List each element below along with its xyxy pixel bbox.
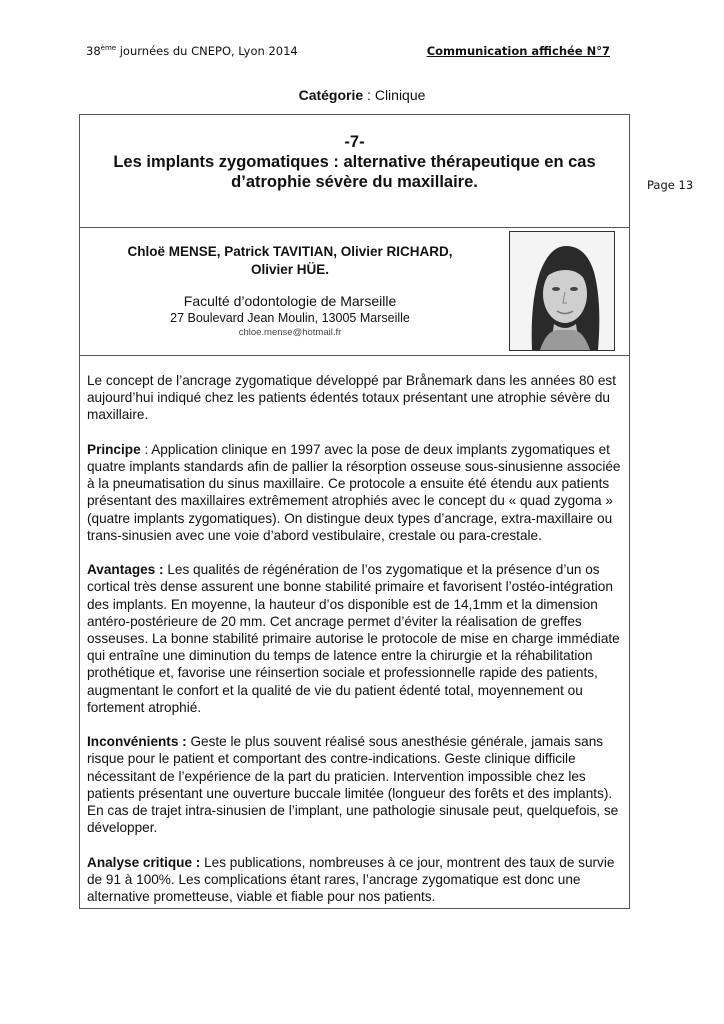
analyse-heading: Analyse critique :: [87, 854, 201, 870]
inconvenients-text: Geste le plus souvent réalisé sous anesthésie générale, jamais sans risque pour le patient et comportant des contre-indications. Geste clinique difficile nécessitant de l’expérience de la part du praticien. Intervention impossible chez les patients présentant une ouverture buccale limitée (longueur des forêts et des implants). En cas de trajet intra-sinusien de l’implant, une pathologie sinusale peut, quelquefois, se développer.: [87, 734, 619, 836]
address: 27 Boulevard Jean Moulin, 13005 Marseille: [170, 311, 410, 325]
faculty: Faculté d’odontologie de Marseille: [183, 293, 397, 309]
inconvenients-paragraph: [87, 733, 624, 836]
title-line-2: d’atrophie sévère du maxillaire.: [231, 173, 478, 191]
communication-label: Communication affichée N°7: [426, 44, 610, 58]
conference-name: journées du CNEPO, Lyon 2014: [116, 44, 298, 58]
conference-ordinal: ème: [100, 44, 117, 53]
inconvenients-heading: Inconvénients :: [87, 734, 187, 750]
authors-line-2: Olivier HÜE.: [250, 262, 330, 277]
title-divider: [79, 227, 630, 228]
principe-heading: Principe: [87, 441, 141, 457]
principe-paragraph: [87, 441, 624, 544]
avantages-paragraph: [87, 561, 624, 716]
conference-number: 38: [86, 44, 101, 58]
authors-divider: [79, 355, 630, 356]
category-value: Clinique: [374, 87, 426, 103]
authors-line-1: Chloë MENSE, Patrick TAVITIAN, Olivier RICHARD,: [127, 244, 453, 259]
portrait-image: [510, 232, 614, 350]
authors: [90, 243, 490, 279]
category-line: [0, 87, 724, 103]
principe-text: : Application clinique en 1997 avec la pose de deux implants zygomatiques et quatre implants standards afin de pallier la résorption osseuse sous-sinusienne associée à la pneumatisation du sinus maxillaire. Ce protocole a ensuite été étendu aux patients présentant des maxillaires extrêmement atrophiés avec le concept du « quad zygoma » (quatre implants zygomatiques). On distingue deux types d’ancrage, extra-maxillaire ou trans-sinusien avec une voie d’abord vestibulaire, crestale ou para-crestale.: [87, 441, 621, 543]
analyse-paragraph: [87, 854, 624, 906]
title-block: [82, 132, 627, 192]
category-label: Catégorie: [298, 87, 364, 103]
abstract-number: -7-: [344, 133, 365, 151]
avantages-text: Les qualités de régénération de l’os zygomatique et la présence d’un os cortical très dense assurent une bonne stabilité primaire et favorisent l’ostéo-intégration des implants. En moyenne, la hauteur d’os disponible est de 14,1mm et la dimension antéro-postérieure de 20 mm. Cet ancrage permet d’éviter la réalisation de greffes osseuses. La bonne stabilité primaire autorise le protocole de mise en charge immédiate qui entraîne une diminution du temps de latence entre la chirurgie et la réhabilitation prothétique et, favorise une réinsertion sociale et professionnelle rapide des patients, augmentant le confort et la qualité de vie du patient édenté total, moyennement ou fortement atrophié.: [87, 562, 620, 715]
intro-paragraph: Le concept de l’ancrage zygomatique développé par Brånemark dans les années 80 est aujourd’hui indiqué chez les patients édentés totaux présentant une atrophie sévère du maxillaire.: [87, 373, 616, 423]
category-separator: :: [363, 87, 375, 103]
conference-header: [86, 44, 298, 58]
author-photo: [509, 231, 615, 351]
avantages-heading: Avantages :: [87, 562, 164, 578]
title-line-1: Les implants zygomatiques : alternative thérapeutique en cas: [113, 153, 596, 171]
abstract-body: [87, 372, 624, 922]
page-number: Page 13: [647, 178, 694, 192]
author-email: chloe.mense@hotmail.fr: [238, 327, 342, 338]
analyse-text: Les publications, nombreuses à ce jour, montrent des taux de survie de 91 à 100%. Les complications étant rares, l’ancrage zygomatique est donc une alternative prometteuse, viable et fiable pour nos patients.: [87, 854, 615, 905]
